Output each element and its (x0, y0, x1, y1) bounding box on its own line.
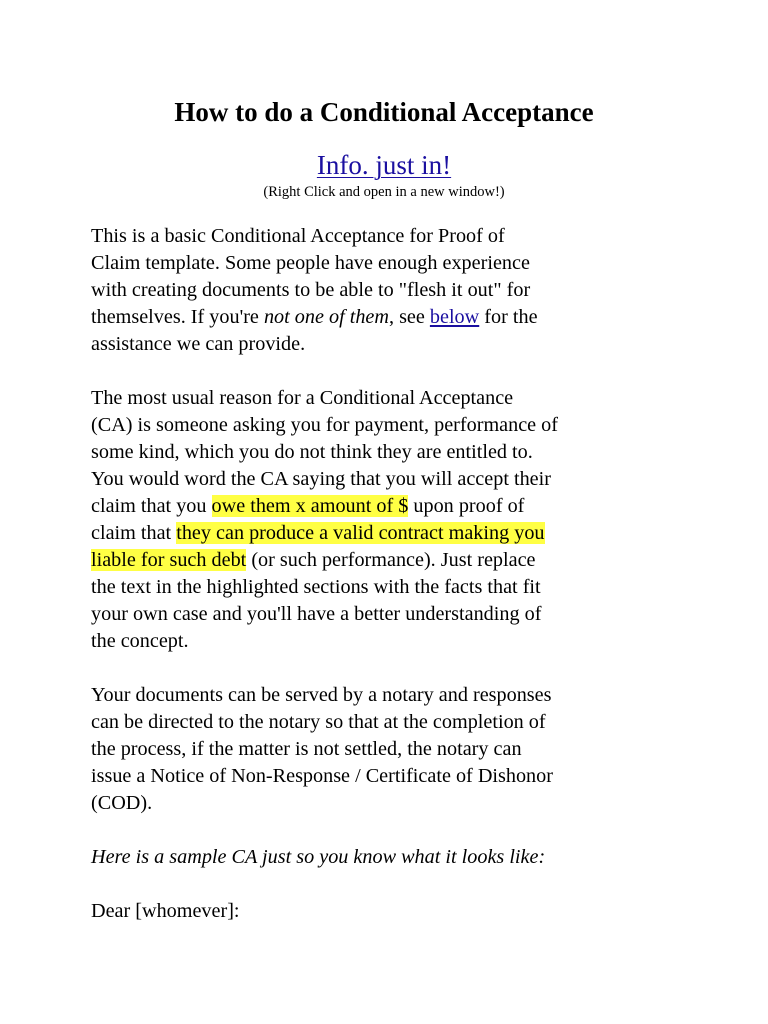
sample-intro-text: Here is a sample CA just so you know what it looks like: (91, 846, 546, 868)
page-title: How to do a Conditional Acceptance (174, 97, 594, 127)
text-line (91, 520, 631, 547)
text-line: your own case and you'll have a better understanding of (91, 603, 542, 625)
paragraph-spacer (91, 871, 631, 898)
paragraph-spacer (91, 655, 631, 682)
paragraph-spacer (91, 817, 631, 844)
highlighted-contract: they can produce a valid contract making you (176, 522, 545, 544)
text-line: with creating documents to be able to "flesh it out" for (91, 279, 531, 301)
text-segment: upon proof of (408, 495, 525, 517)
text-segment: , see (388, 306, 430, 328)
highlighted-debt: liable for such debt (91, 549, 247, 571)
text-line: (COD). (91, 792, 153, 814)
text-line: the text in the highlighted sections with the facts that fit (91, 576, 541, 598)
text-line: You would word the CA saying that you will accept their (91, 468, 551, 490)
text-line: can be directed to the notary so that at the completion of (91, 711, 546, 733)
text-line: This is a basic Conditional Acceptance for Proof of (91, 225, 505, 247)
text-line (91, 493, 631, 520)
info-link[interactable]: Info. just in! (316, 150, 452, 180)
text-line: (CA) is someone asking you for payment, performance of (91, 414, 558, 436)
below-link[interactable]: below (429, 306, 480, 328)
text-line: assistance we can provide. (91, 333, 306, 355)
text-segment: claim that you (91, 495, 212, 517)
document-body (91, 223, 631, 925)
info-link-container (0, 148, 768, 182)
emphasis-text: not one of them (263, 306, 389, 328)
salutation-line: Dear [whomever]: (91, 900, 240, 922)
highlighted-amount: owe them x amount of $ (211, 495, 409, 517)
text-segment: for the (479, 306, 538, 328)
text-line: Your documents can be served by a notary and responses (91, 684, 552, 706)
paragraph-spacer (91, 358, 631, 385)
paragraph-intro (91, 223, 631, 358)
text-segment: themselves. If you're (91, 306, 264, 328)
text-line: the process, if the matter is not settled, the notary can (91, 738, 522, 760)
text-line: Claim template. Some people have enough experience (91, 252, 530, 274)
sample-intro-line (91, 844, 631, 871)
text-line (91, 547, 631, 574)
text-line: some kind, which you do not think they are entitled to. (91, 441, 533, 463)
paragraph-notary (91, 682, 631, 817)
text-segment: (or such performance). Just replace (246, 549, 536, 571)
text-segment: claim that (91, 522, 177, 544)
open-new-window-note: (Right Click and open in a new window!) (263, 184, 505, 200)
text-line: the concept. (91, 630, 189, 652)
text-line: issue a Notice of Non-Response / Certificate of Dishonor (91, 765, 553, 787)
text-line: The most usual reason for a Conditional Acceptance (91, 387, 514, 409)
paragraph-usual-reason (91, 385, 631, 655)
text-line (91, 304, 631, 331)
